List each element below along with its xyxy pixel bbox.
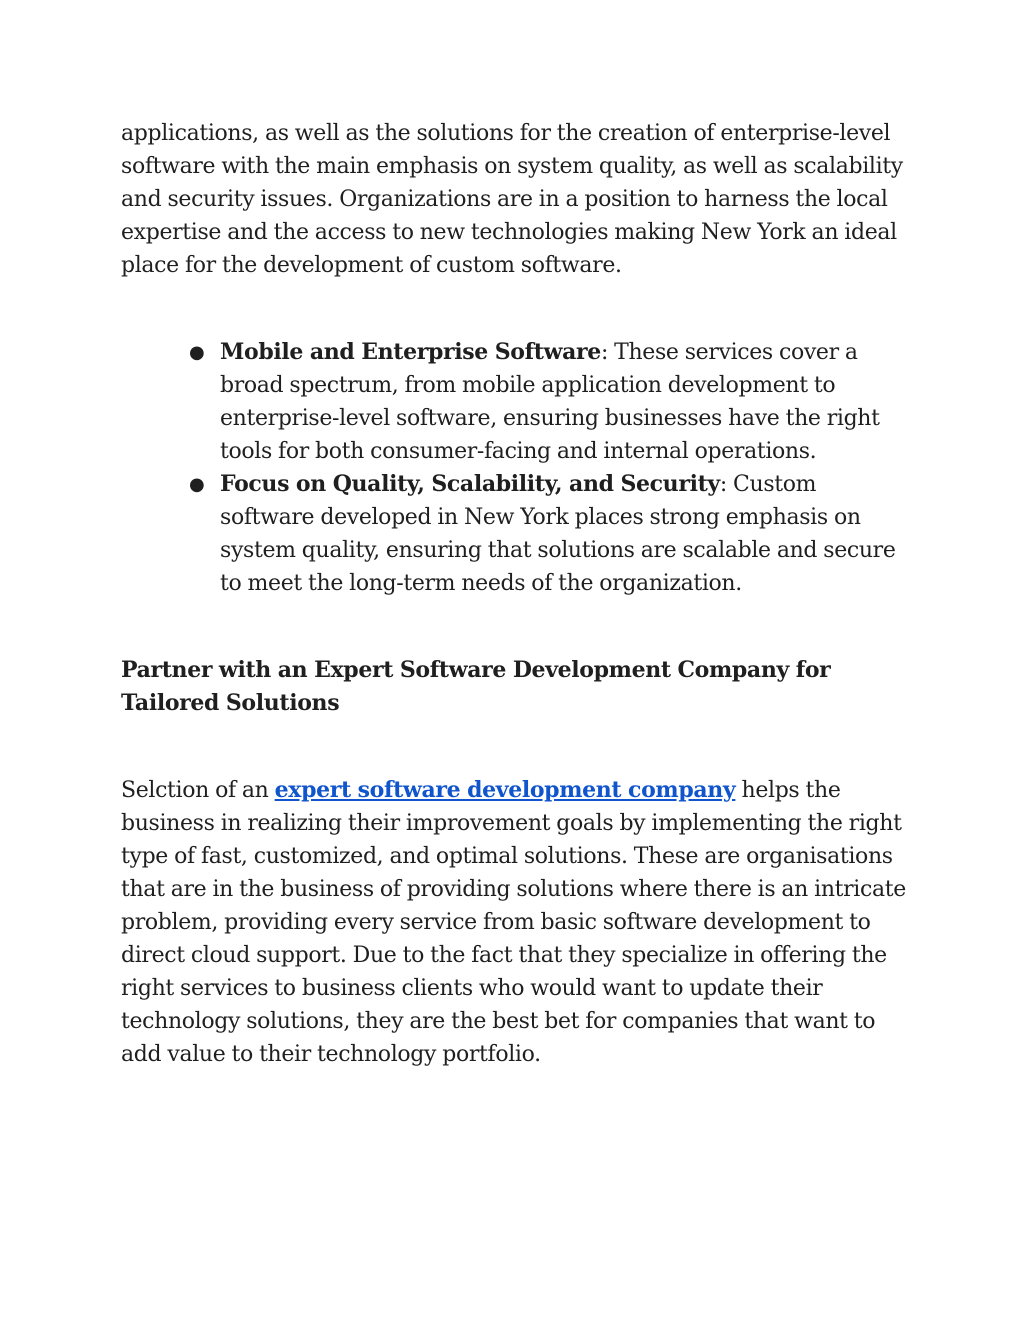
bullet-dot-icon: ● xyxy=(189,342,205,363)
section-heading: Partner with an Expert Software Development Company for Tailored Solutions xyxy=(121,657,831,716)
bullet-item-quality-scalability-security xyxy=(189,468,910,600)
bullet-text: Custom software developed in New York places strong emphasis on system quality, ensuring that solutions are scalable and secure to meet the long-term needs of the organization. xyxy=(220,472,896,596)
bullet-separator: : xyxy=(600,340,615,365)
expert-software-development-company-link[interactable]: expert software development company xyxy=(274,777,736,803)
bullet-title: Focus on Quality, Scalability, and Security xyxy=(220,471,720,497)
body-paragraph xyxy=(121,774,911,1071)
bullet-text: These services cover a broad spectrum, from mobile application development to enterprise-level software, ensuring businesses have the right tools for both consumer-facing and internal operations. xyxy=(220,340,880,464)
intro-paragraph: applications, as well as the solutions for the creation of enterprise-level software with the main emphasis on system quality, as well as scalability and security issues. Organizations are in a position to harness the local expertise and the access to new technologies making New York an ideal place for the development of custom software. xyxy=(121,121,903,278)
bullet-title: Mobile and Enterprise Software xyxy=(220,339,601,365)
bullet-dot-icon: ● xyxy=(189,474,205,495)
bullet-item-mobile-enterprise xyxy=(189,336,910,468)
document-page xyxy=(121,117,911,1071)
bullet-list xyxy=(189,336,910,600)
bullet-separator: : xyxy=(719,472,734,497)
body-text-after-link: helps the business in realizing their improvement goals by implementing the right type of fast, customized, and optimal solutions. These are organisations that are in the business of providing solutions where there is an intricate problem, providing every service from basic software development to direct cloud support. Due to the fact that they specialize in offering the right services to business clients who would want to update their technology solutions, they are the best bet for companies that want to add value to their technology portfolio. xyxy=(121,778,906,1067)
body-text-before-link: Selction of an xyxy=(121,778,275,803)
